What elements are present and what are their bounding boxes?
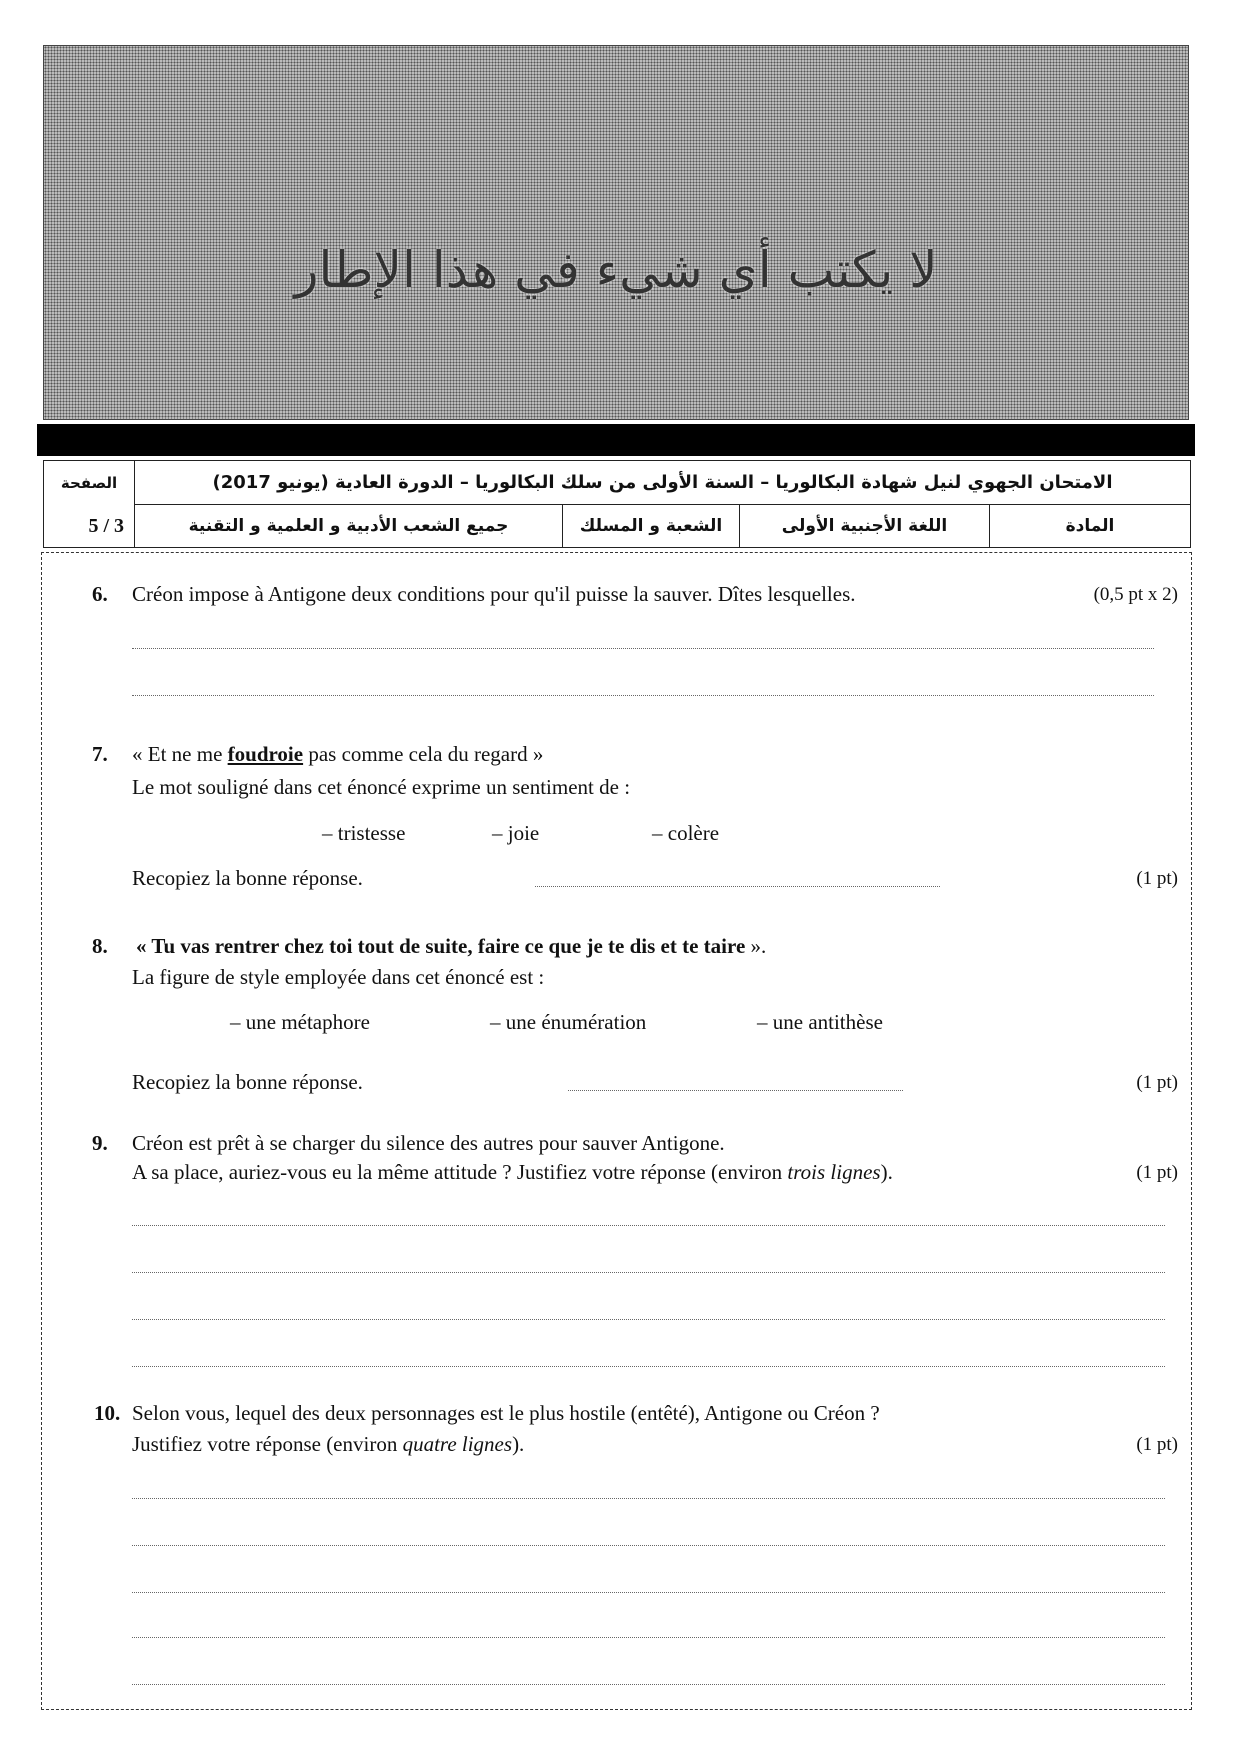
question-text: La figure de style employée dans cet énoncé est :	[132, 965, 545, 989]
question-text: Selon vous, lequel des deux personnages est le plus hostile (entêté), Antigone ou Créon ?	[132, 1401, 880, 1425]
answer-line[interactable]	[132, 1684, 1165, 1685]
black-bar	[37, 424, 1195, 456]
text-part: ).	[880, 1160, 893, 1184]
do-not-write-box	[43, 45, 1189, 420]
answer-line[interactable]	[132, 648, 1154, 649]
answer-line[interactable]	[132, 1366, 1165, 1367]
answer-line[interactable]	[132, 1319, 1165, 1320]
question-text: Créon est prêt à se charger du silence des autres pour sauver Antigone.	[132, 1131, 725, 1155]
question-quote	[132, 742, 543, 767]
answer-line[interactable]	[132, 1272, 1165, 1273]
quote-part: pas comme cela du regard »	[303, 742, 544, 766]
option: – colère	[652, 821, 720, 845]
question-text: Le mot souligné dans cet énoncé exprime un sentiment de :	[132, 775, 631, 799]
exam-title: الامتحان الجهوي لنيل شهادة البكالوريا – السنة الأولى من سلك البكالوريا – الدورة العادية (يونيو 2017)	[134, 461, 1190, 505]
question-number: 9.	[92, 1131, 108, 1155]
text-emphasis: quatre lignes	[402, 1432, 513, 1456]
points: (1 pt)	[1136, 1162, 1178, 1183]
answer-line[interactable]	[132, 695, 1154, 696]
question-quote	[136, 934, 766, 959]
points: (1 pt)	[1136, 868, 1178, 889]
page-number: 5 / 3	[88, 514, 124, 537]
answer-line[interactable]	[132, 1545, 1165, 1546]
answer-line[interactable]	[568, 1090, 903, 1091]
text-emphasis: trois lignes	[787, 1160, 881, 1184]
exam-header-table	[43, 460, 1191, 548]
quote-part: « Et ne me	[132, 742, 228, 766]
points: (0,5 pt x 2)	[1093, 584, 1178, 605]
points: (1 pt)	[1136, 1434, 1178, 1455]
question-number: 7.	[92, 742, 108, 766]
branch-label: الشعبة و المسلك	[562, 505, 739, 547]
subject-value: اللغة الأجنبية الأولى	[739, 505, 989, 547]
branch-value: جميع الشعب الأدبية و العلمية و التقنية	[134, 505, 562, 547]
text-part: ).	[512, 1432, 525, 1456]
answer-line[interactable]	[132, 1637, 1165, 1638]
question-number: 10.	[94, 1401, 121, 1425]
question-text	[132, 1160, 893, 1185]
answer-line[interactable]	[132, 1225, 1165, 1226]
option: – une métaphore	[230, 1010, 370, 1034]
question-text	[132, 1432, 524, 1457]
quote-end: ».	[745, 934, 767, 958]
instruction: Recopiez la bonne réponse.	[132, 1070, 363, 1094]
option: – joie	[492, 821, 540, 845]
instruction: Recopiez la bonne réponse.	[132, 866, 363, 890]
answer-line[interactable]	[535, 886, 940, 887]
page-label: الصفحة	[60, 474, 118, 492]
do-not-write-text: لا يكتب أي شيء في هذا الإطار	[294, 241, 938, 299]
subject-label: المادة	[989, 505, 1190, 547]
answer-line[interactable]	[132, 1592, 1165, 1593]
points: (1 pt)	[1136, 1072, 1178, 1093]
question-number: 6.	[92, 582, 108, 606]
option: – tristesse	[322, 821, 406, 845]
text-part: A sa place, auriez-vous eu la même attitude ? Justifiez votre réponse (environ	[132, 1160, 788, 1184]
option: – une énumération	[490, 1010, 647, 1034]
question-number: 8.	[92, 934, 108, 958]
answer-line[interactable]	[132, 1498, 1165, 1499]
quote-bold: « Tu vas rentrer chez toi tout de suite, faire ce que je te dis et te taire	[136, 934, 746, 958]
underlined-word: foudroie	[227, 742, 304, 766]
option: – une antithèse	[757, 1010, 883, 1034]
question-text: Créon impose à Antigone deux conditions pour qu'il puisse la sauver. Dîtes lesquelles.	[132, 582, 856, 606]
text-part: Justifiez votre réponse (environ	[132, 1432, 403, 1456]
